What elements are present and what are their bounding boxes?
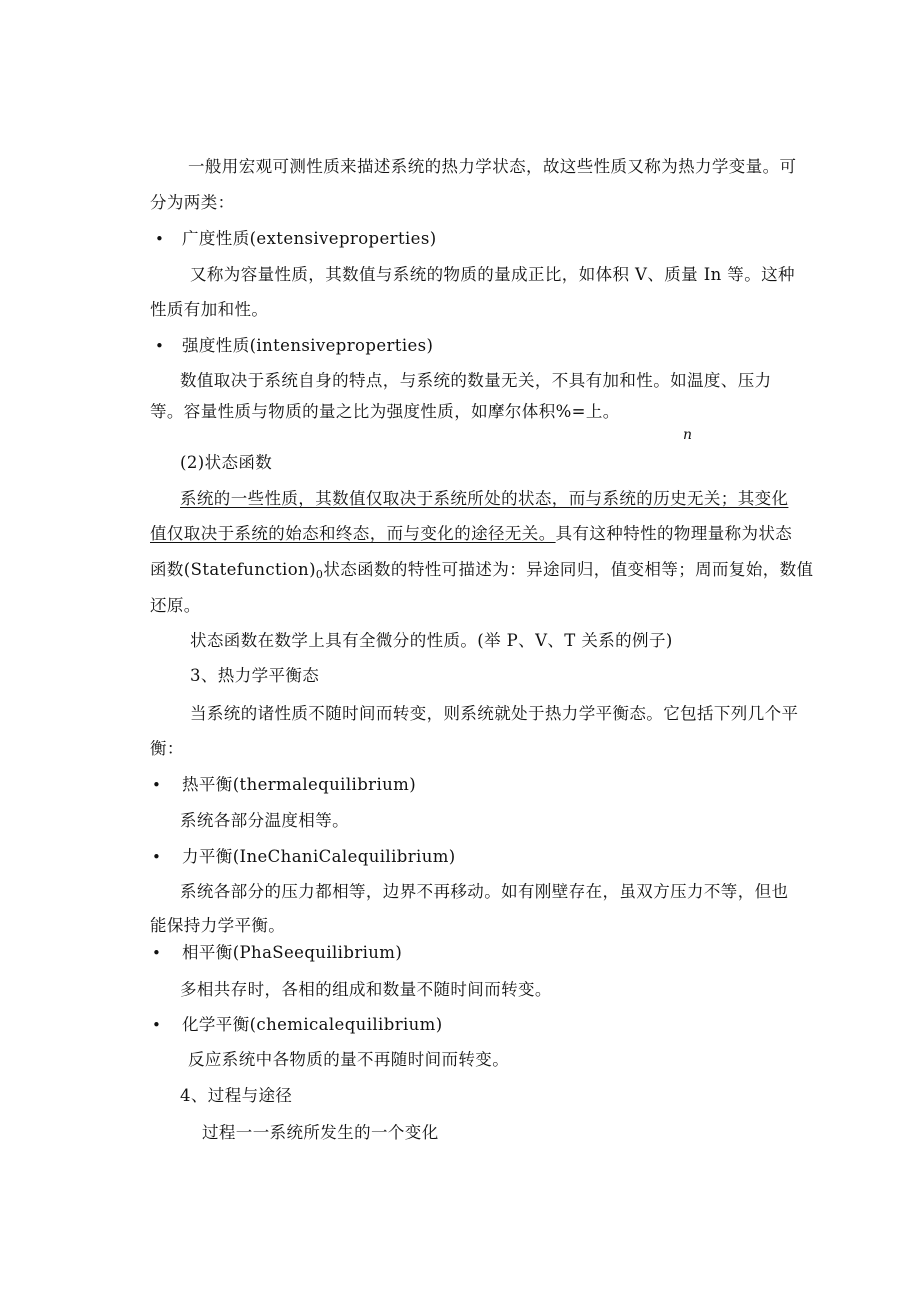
heading-chemical-equilibrium: 化学平衡(chemicalequilibrium): [182, 1015, 443, 1034]
state-function-term: 函数(Statefunction): [150, 560, 316, 579]
state-function-def-line-1: 系统的一些性质，其数值仅取决于系统所处的状态，而与系统的历史无关；其变化: [180, 489, 789, 508]
heading-extensive-properties: 广度性质(extensiveproperties): [182, 229, 437, 248]
mechanical-equilibrium-desc-line-2: 能保持力学平衡。: [150, 916, 286, 935]
bullet-extensive: •: [155, 230, 164, 248]
thermal-equilibrium-desc: 系统各部分温度相等。: [180, 811, 349, 830]
heading-state-function: (2)状态函数: [180, 453, 273, 472]
equilibrium-intro-line-2: 衡：: [150, 739, 184, 758]
paragraph-intro-line-1: 一般用宏观可测性质来描述系统的热力学状态，故这些性质又称为热力学变量。可: [188, 157, 797, 176]
heading-thermal-equilibrium: 热平衡(thermalequilibrium): [182, 775, 417, 794]
phase-equilibrium-desc: 多相共存时，各相的组成和数量不随时间而转变。: [180, 980, 552, 999]
paragraph-intro-line-2: 分为两类：: [150, 193, 235, 212]
bullet-phase: •: [152, 944, 161, 962]
mechanical-equilibrium-desc-line-1: 系统各部分的压力都相等，边界不再移动。如有刚壁存在，虽双方压力不等，但也: [180, 882, 789, 901]
state-function-def-line-2: [150, 523, 792, 545]
heading-process-and-path: 4、过程与途径: [180, 1086, 293, 1105]
chemical-equilibrium-desc: 反应系统中各物质的量不再随时间而转变。: [188, 1050, 510, 1069]
state-function-def-line-2-underlined: 值仅取决于系统的始态和终态，而与变化的途径无关。: [150, 524, 556, 543]
intensive-desc-line-2: 等。容量性质与物质的量之比为强度性质，如摩尔体积%=上。: [150, 402, 620, 421]
state-function-def-line-3: [150, 559, 813, 586]
state-function-def-line-4: 还原。: [150, 596, 201, 615]
equilibrium-intro-line-1: 当系统的诸性质不随时间而转变，则系统就处于热力学平衡态。它包括下列几个平: [190, 704, 799, 723]
heading-mechanical-equilibrium: 力平衡(IneChaniCalequilibrium): [182, 847, 456, 866]
heading-intensive-properties: 强度性质(intensiveproperties): [182, 336, 434, 355]
state-function-subscript: 0: [315, 568, 324, 581]
state-function-differential-note: 状态函数在数学上具有全微分的性质。(举 P、V、T 关系的例子): [190, 631, 673, 650]
bullet-intensive: •: [155, 337, 164, 355]
molar-volume-subscript-n: n: [683, 427, 693, 443]
extensive-desc-line-1: 又称为容量性质，其数值与系统的物质的量成正比，如体积 V、质量 In 等。这种: [190, 265, 795, 284]
bullet-thermal: •: [152, 776, 161, 794]
process-definition: 过程一一系统所发生的一个变化: [202, 1123, 439, 1142]
extensive-desc-line-2: 性质有加和性。: [150, 300, 269, 319]
state-function-def-line-2-rest: 具有这种特性的物理量称为状态: [555, 524, 793, 543]
state-function-def-line-3-rest: 状态函数的特性可描述为：异途同归，值变相等；周而复始，数值: [323, 560, 814, 579]
bullet-mechanical: •: [152, 848, 161, 866]
intensive-desc-line-1: 数值取决于系统自身的特点，与系统的数量无关，不具有加和性。如温度、压力: [180, 371, 772, 390]
heading-phase-equilibrium: 相平衡(PhaSeequilibrium): [182, 943, 403, 962]
bullet-chemical: •: [152, 1016, 161, 1034]
heading-thermodynamic-equilibrium: 3、热力学平衡态: [190, 666, 320, 685]
